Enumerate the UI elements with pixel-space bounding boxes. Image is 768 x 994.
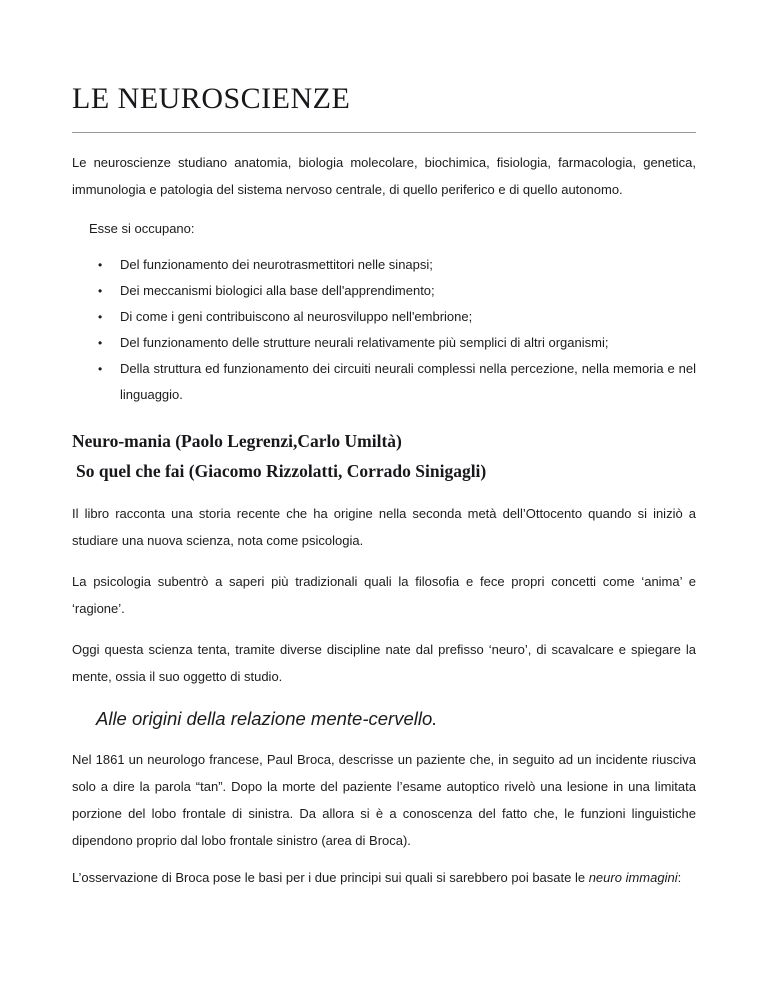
paragraph-oggi: Oggi questa scienza tenta, tramite diverse discipline nate dal prefisso ‘neuro’, di scavalcare e spiegare la mente, ossia il suo oggetto di studio. [72,642,696,684]
topics-list [72,252,696,408]
book-heading-so-quel-che-fai: So quel che fai (Giacomo Rizzolatti, Corrado Sinigagli) [76,461,487,481]
book-heading-neuro-mania: Neuro-mania (Paolo Legrenzi,Carlo Umiltà) [72,431,402,451]
list-intro: Esse si occupano: [89,221,195,236]
list-item: • Del funzionamento delle strutture neurali relativamente più semplici di altri organismi; [96,330,696,356]
list-item: • Di come i geni contribuiscono al neurosviluppo nell'embrione; [96,304,696,330]
paragraph-la-psicologia: La psicologia subentrò a saperi più tradizionali quali la filosofia e fece propri concetti come ‘anima’ e ‘ragione’. [72,574,696,616]
document-title: LE NEUROSCIENZE [72,82,351,115]
intro-paragraph: Le neuroscienze studiano anatomia, biologia molecolare, biochimica, fisiologia, farmacologia, genetica, immunologia e patologia del sistema nervoso centrale, di quello periferico e di quello autonomo. [72,155,696,197]
title-divider [72,132,696,133]
section-heading-origini: Alle origini della relazione mente-cervello. [96,708,438,729]
paragraph-osservazione [72,864,696,891]
paragraph-osservazione-lead: L’osservazione di Broca pose le basi per i due principi sui quali si sarebbero poi basate le [72,870,589,885]
list-item: • Della struttura ed funzionamento dei circuiti neurali complessi nella percezione, nella memoria e nel linguaggio. [96,356,696,408]
paragraph-il-libro: Il libro racconta una storia recente che ha origine nella seconda metà dell’Ottocento quando si iniziò a studiare una nuova scienza, nota come psicologia. [72,506,696,548]
paragraph-osservazione-tail: : [677,870,682,885]
list-item: • Dei meccanismi biologici alla base dell'apprendimento; [96,278,696,304]
paragraph-osservazione-italic: neuro immagini [588,870,678,885]
list-item: • Del funzionamento dei neurotrasmettitori nelle sinapsi; [96,252,696,278]
paragraph-broca: Nel 1861 un neurologo francese, Paul Broca, descrisse un paziente che, in seguito ad un incidente riusciva solo a dire la parola “tan”. Dopo la morte del paziente l’esame autoptico rivelò una lesione in una limitata porzione del lobo frontale di sinistra. Da allora si è a conoscenza del fatto che, le funzioni linguistiche dipendono proprio dal lobo frontale sinistro (area di Broca). [72,752,696,848]
